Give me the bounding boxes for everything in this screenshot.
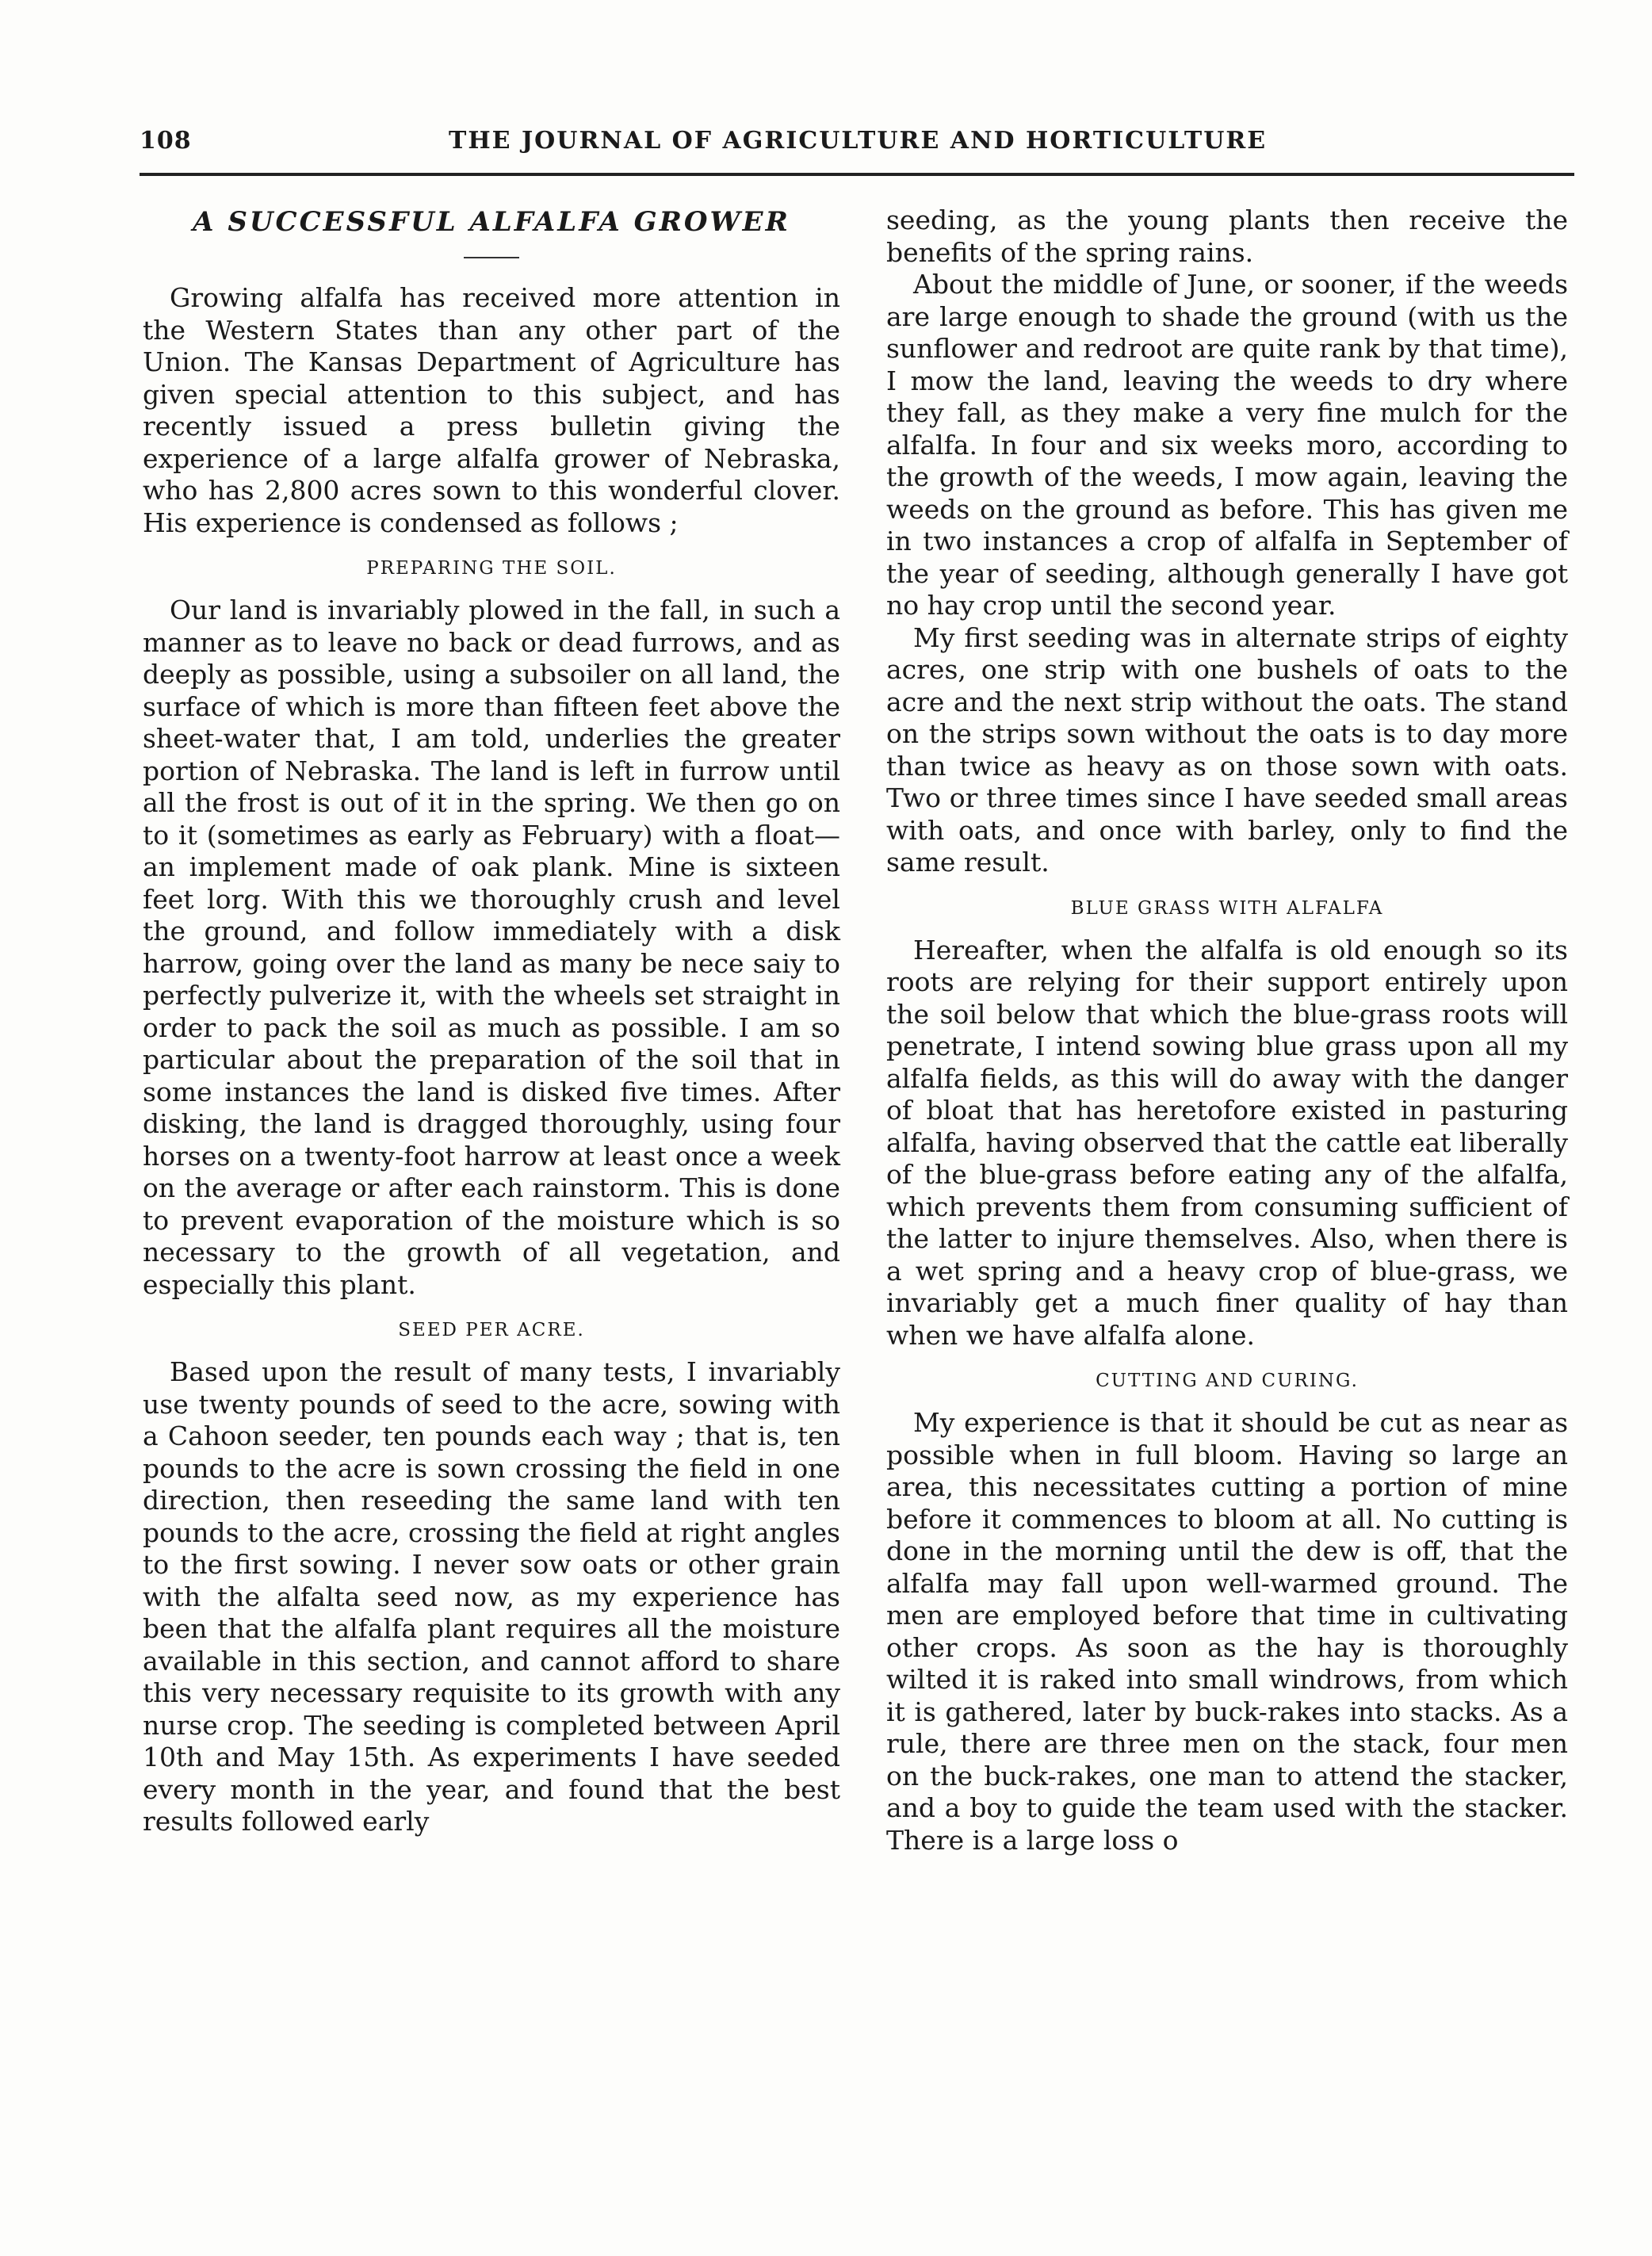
running-header bbox=[140, 127, 1574, 174]
intro-paragraph: Growing alfalfa has received more attention in the Western States than any other part of the Union. The Kansas Department of Agriculture has given special attention to this subject, and has recently issued a press bulletin giving the experience of a large alfalfa grower of Nebraska, who has 2,800 acres sown to this wonderful clover. His experience is condensed as follows ; bbox=[143, 282, 840, 538]
seed-paragraph: Based upon the result of many tests, I invariably use twenty pounds of seed to the acre, sowing with a Cahoon seeder, ten pounds each way ; that is, ten pounds to the acre is sown crossing the field in one direction, then reseeding the same land with ten pounds to the acre, crossing the field at right angles to the first sowing. I never sow oats or other grain with the alfalta seed now, as my experience has been that the alfalfa plant requires all the moisture available in this section, and cannot afford to share this very necessary requisite to its growth with any nurse crop. The seeding is completed between April 10th and May 15th. As experiments I have seeded every month in the year, and found that the best results followed early bbox=[143, 1356, 840, 1837]
cutting-paragraph: My experience is that it should be cut as near as possible when in full bloom. Having so large an area, this necessitates cutting a portion of mine before it commences to bloom at all. No cutting is done in the morning until the dew is off, that the alfalfa may fall upon well-warmed ground. The men are employed before that time in cultivating other crops. As soon as the hay is thoroughly wilted it is raked into small windrows, from which it is gathered, later by buck-rakes into stacks. As a rule, there are three men on the stack, four men on the buck-rakes, one man to attend the stacker, and a boy to guide the team used with the stacker. There is a large loss o bbox=[886, 1407, 1568, 1856]
page-number: 108 bbox=[140, 127, 192, 155]
header-rule bbox=[140, 173, 1574, 176]
seed-paragraph-continued: seeding, as the young plants then receive the benefits of the spring rains. bbox=[886, 205, 1568, 268]
title-divider bbox=[464, 257, 519, 258]
soil-paragraph: Our land is invariably plowed in the fall, in such a manner as to leave no back or dead furrows, and as deeply as possible, using a subsoiler on all land, the surface of which is more than fifteen feet above the sheet-water that, I am told, underlies the greater portion of Nebraska. The land is left in furrow until all the frost is out of it in the spring. We then go on to it (sometimes as early as February) with a float—an implement made of oak plank. Mine is sixteen feet lorg. With this we thoroughly crush and level the ground, and follow immediately with a disk harrow, going over the land as many be nece saiy to perfectly pulverize it, with the wheels set straight in order to pack the soil as much as possible. I am so particular about the preparation of the soil that in some instances the land is disked five times. After disking, the land is dragged thoroughly, using four horses on a twenty-foot harrow at least once a week on the average or after each rainstorm. This is done to prevent evaporation of the moisture which is so necessary to the growth of all vegetation, and especially this plant. bbox=[143, 595, 840, 1300]
section-heading-seed: SEED PER ACRE. bbox=[398, 1320, 585, 1340]
article-title: A SUCCESSFUL ALFALFA GROWER bbox=[193, 206, 790, 238]
left-column bbox=[143, 205, 840, 1838]
seed-paragraph-3: My first seeding was in alternate strips of eighty acres, one strip with one bushels of oats to the acre and the next strip without the oats. The stand on the strips sown without the oats is to day more than twice as heavy as on those sown with oats. Two or three times since I have seeded small areas with oats, and once with barley, only to find the same result. bbox=[886, 621, 1568, 878]
journal-title: THE JOURNAL OF AGRICULTURE AND HORTICULTURE bbox=[449, 127, 1268, 155]
section-heading-bluegrass: BLUE GRASS WITH ALFALFA bbox=[1070, 897, 1384, 919]
bluegrass-paragraph: Hereafter, when the alfalfa is old enough so its roots are relying for their support entirely upon the soil below that which the blue-grass roots will penetrate, I intend sowing blue grass upon all my alfalfa fields, as this will do away with the danger of bloat that has heretofore existed in pasturing alfalfa, having observed that the cattle eat liberally of the blue-grass before eating any of the alfalfa, which prevents them from consuming sufficient of the latter to injure themselves. Also, when there is a wet spring and a heavy crop of blue-grass, we invariably get a much finer quality of hay than when we have alfalfa alone. bbox=[886, 934, 1568, 1351]
seed-paragraph-2: About the middle of June, or sooner, if the weeds are large enough to shade the ground (with us the sunflower and redroot are quite rank by that time), I mow the land, leaving the weeds to dry where they fall, as they make a very fine mulch for the alfalfa. In four and six weeks moro, according to the growth of the weeds, I mow again, leaving the weeds on the ground as before. This has given me in two instances a crop of alfalfa in September of the year of seeding, although generally I have got no hay crop until the second year. bbox=[886, 269, 1568, 621]
right-column bbox=[886, 205, 1568, 1856]
section-heading-soil: PREPARING THE SOIL. bbox=[366, 558, 617, 579]
section-heading-cutting: CUTTING AND CURING. bbox=[1096, 1371, 1359, 1391]
